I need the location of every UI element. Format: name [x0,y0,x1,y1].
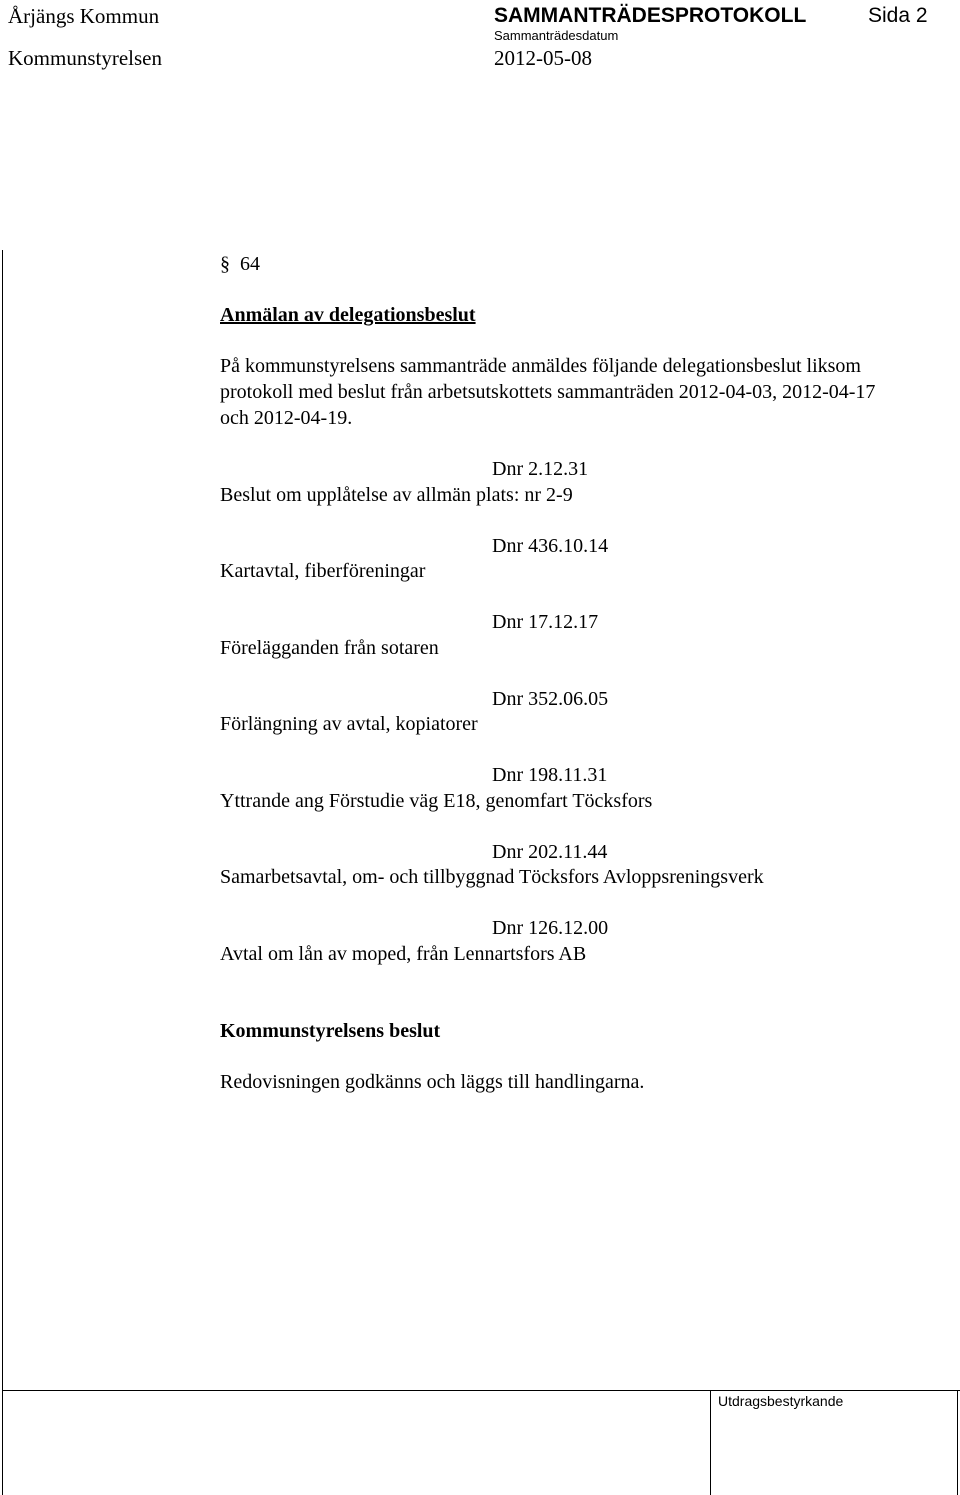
section-number: 64 [240,253,260,275]
paragraph-number [220,253,260,276]
item-dnr-7: Dnr 126.12.00 [492,917,609,939]
item-dnr-6: Dnr 202.11.44 [492,841,608,863]
item-dnr-5: Dnr 198.11.31 [492,764,608,786]
page-number: Sida 2 [868,4,928,27]
footer-divider [2,1390,960,1391]
municipality-name: Årjängs Kommun [8,4,160,28]
meeting-date: 2012-05-08 [494,46,592,70]
section-heading: Anmälan av delegationsbeslut [220,304,476,326]
item-text-3: Förelägganden från sotaren [220,637,439,659]
margin-line [2,250,3,1495]
intro-line-2: protokoll med beslut från arbetsutskottets sammanträden 2012-04-03, 2012-04-17 [220,381,876,403]
item-dnr-2: Dnr 436.10.14 [492,535,609,557]
document-type: SAMMANTRÄDESPROTOKOLL [494,4,807,27]
item-text-7: Avtal om lån av moped, från Lennartsfors AB [220,943,587,965]
item-text-5: Yttrande ang Förstudie väg E18, genomfart Töcksfors [220,790,653,812]
meeting-date-label: Sammanträdesdatum [494,28,619,43]
body-name: Kommunstyrelsen [8,46,162,70]
footer-box-right [957,1390,958,1495]
item-dnr-4: Dnr 352.06.05 [492,688,609,710]
decision-heading: Kommunstyrelsens beslut [220,1020,441,1042]
item-text-6: Samarbetsavtal, om- och tillbyggnad Töcksfors Avloppsreningsverk [220,866,764,888]
item-text-2: Kartavtal, fiberföreningar [220,560,426,582]
footer-box-left [710,1390,711,1495]
intro-line-3: och 2012-04-19. [220,407,353,429]
item-dnr-1: Dnr 2.12.31 [492,458,589,480]
item-dnr-3: Dnr 17.12.17 [492,611,599,633]
intro-line-1: På kommunstyrelsens sammanträde anmäldes följande delegationsbeslut liksom [220,355,861,377]
decision-text: Redovisningen godkänns och läggs till handlingarna. [220,1071,645,1093]
extract-label: Utdragsbestyrkande [718,1393,844,1409]
item-text-4: Förlängning av avtal, kopiatorer [220,713,478,735]
item-text-1: Beslut om upplåtelse av allmän plats: nr 2-9 [220,484,573,506]
paragraph-sign: § [220,253,230,275]
